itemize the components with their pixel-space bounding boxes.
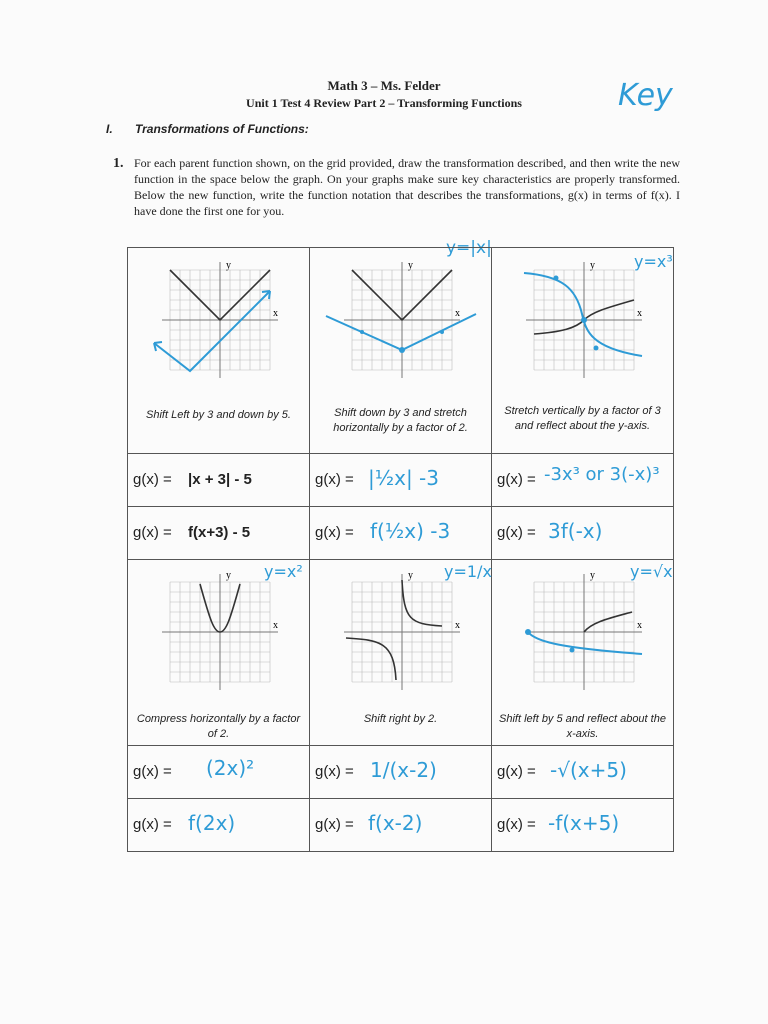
worksheet-title: Math 3 – Ms. Felder [327, 78, 441, 93]
notation-cell-1-3 [492, 507, 673, 559]
gx-label-2-2: g(x) = [315, 763, 354, 780]
fx-label-2-2: g(x) = [315, 816, 354, 833]
question-instructions: For each parent function shown, on the grid provided, draw the transformation described, and then write the new function in the space below the graph. On your graphs make sure key characteristics are properly transformed. Below the new function, write the function notation that describes the transformations, g(x) in terms of f(x). I have done the first one for you. [134, 156, 680, 218]
transformed-curve-1-1 [154, 291, 270, 371]
transform-caption-2-3: Shift left by 5 and reflect about the x-axis. [499, 713, 666, 740]
question-number: 1. [113, 156, 124, 171]
notation-cell-1-2 [310, 507, 491, 559]
transformed-curve-2-3 [528, 632, 642, 654]
gx-answer-2-1: (2x)² [206, 756, 255, 780]
parent-function-note-2-2: y=1/x [444, 562, 492, 581]
notation-cell-2-1 [128, 799, 309, 851]
x-axis-label-2-2: x [455, 620, 460, 631]
point-left-1-3 [554, 276, 559, 281]
x-axis-label-1-3: x [637, 308, 642, 319]
x-axis-label-2-1: x [273, 620, 278, 631]
worksheet-subtitle: Unit 1 Test 4 Review Part 2 – Transforming Functions [246, 96, 522, 110]
parent-function-note-2-3: y=√x [630, 562, 673, 581]
section-title: Transformations of Functions: [135, 122, 309, 136]
notation-cell-2-3 [492, 799, 673, 851]
point-mid-2-3 [570, 648, 575, 653]
origin-point-1-3 [581, 317, 587, 323]
graph-cell-1-1 [128, 248, 309, 453]
x-axis-label-2-3: x [637, 620, 642, 631]
parent-curve-2-2b [346, 638, 396, 680]
fx-answer-1-2: f(½x) -3 [370, 519, 451, 543]
gx-answer-1-3: -3x³ or 3(-x)³ [544, 464, 660, 485]
y-axis-label-2-3: y [590, 570, 595, 581]
notation-cell-1-1 [128, 507, 309, 559]
x-axis-label-1-2: x [455, 308, 460, 319]
graph-cell-1-2 [310, 248, 491, 453]
fx-label-2-1: g(x) = [133, 816, 172, 833]
answer-cell-2-2 [310, 746, 491, 798]
answer-cell-2-3 [492, 746, 673, 798]
gx-answer-1-2: |½x| -3 [368, 466, 439, 490]
x-axis-label-1-1: x [273, 308, 278, 319]
gx-label-1-1: g(x) = [133, 471, 172, 488]
gx-label-1-2: g(x) = [315, 471, 354, 488]
parent-function-note-1-2: y=|x| [446, 238, 492, 258]
answer-key-label: Key [618, 78, 673, 113]
point-left-1-2 [360, 330, 364, 334]
transformations-table [127, 247, 674, 852]
answer-cell-1-1 [128, 454, 309, 506]
gx-answer-2-3: -√(x+5) [550, 758, 627, 782]
gx-answer-2-2: 1/(x-2) [370, 758, 437, 782]
y-axis-label-1-3: y [590, 260, 595, 271]
graph-cell-1-3 [492, 248, 673, 453]
parent-function-note-1-3: y=x³ [634, 252, 673, 271]
answer-cell-1-2 [310, 454, 491, 506]
gx-label-2-1: g(x) = [133, 763, 172, 780]
graph-cell-2-3 [492, 560, 673, 745]
fx-label-1-2: g(x) = [315, 524, 354, 541]
transform-caption-1-3: Stretch vertically by a factor of 3 and reflect about the y-axis. [504, 405, 661, 432]
y-axis-label-2-1: y [226, 570, 231, 581]
fx-label-2-3: g(x) = [497, 816, 536, 833]
fx-label-1-1: g(x) = [133, 524, 172, 541]
fx-answer-1-3: 3f(-x) [548, 519, 603, 543]
y-axis-label-1-2: y [408, 260, 413, 271]
gx-label-2-3: g(x) = [497, 763, 536, 780]
answer-cell-2-1 [128, 746, 309, 798]
fx-label-1-3: g(x) = [497, 524, 536, 541]
gx-answer-1-1: |x + 3| - 5 [188, 471, 252, 488]
transform-caption-2-1: Compress horizontally by a factor of 2. [136, 713, 301, 740]
notation-cell-2-2 [310, 799, 491, 851]
section-number: I. [106, 122, 113, 136]
graph-cell-2-2 [310, 560, 491, 745]
y-axis-label-2-2: y [408, 570, 413, 581]
answer-cell-1-3 [492, 454, 673, 506]
vertex-point-1-2 [399, 347, 405, 353]
transform-caption-2-2: Shift right by 2. [363, 713, 438, 725]
graph-cell-2-1 [128, 560, 309, 745]
point-right-1-2 [440, 330, 444, 334]
transform-caption-1-1: Shift Left by 3 and down by 5. [146, 409, 291, 421]
parent-function-note-2-1: y=x² [264, 562, 303, 581]
fx-answer-2-1: f(2x) [188, 811, 236, 835]
fx-answer-2-3: -f(x+5) [548, 811, 620, 835]
point-right-1-3 [594, 346, 599, 351]
start-point-2-3 [525, 629, 531, 635]
y-axis-label-1-1: y [226, 260, 231, 271]
fx-answer-1-1: f(x+3) - 5 [188, 524, 251, 541]
gx-label-1-3: g(x) = [497, 471, 536, 488]
fx-answer-2-2: f(x-2) [368, 811, 423, 835]
transform-caption-1-2: Shift down by 3 and stretch horizontally by a factor of 2. [333, 407, 468, 434]
